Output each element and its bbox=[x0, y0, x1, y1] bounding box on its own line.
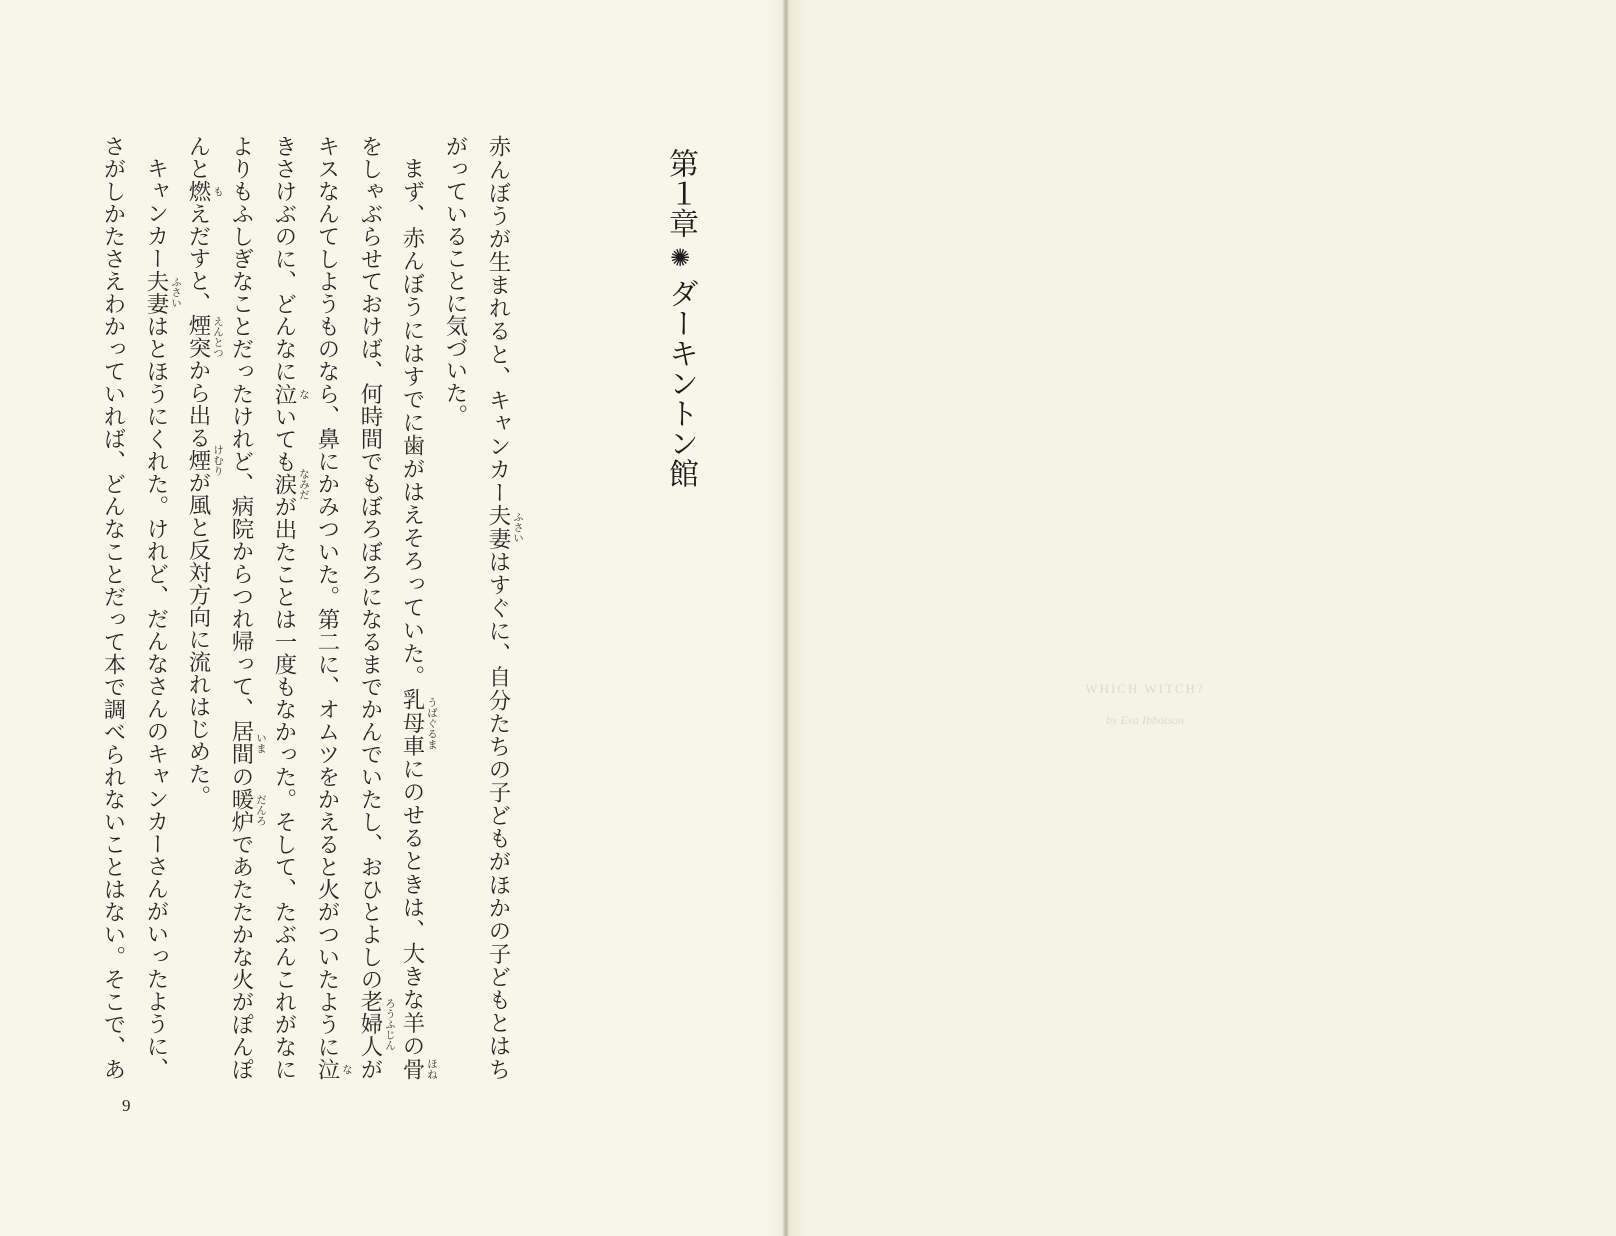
text-segment: キャンカー bbox=[143, 157, 169, 270]
ruby-base: 骨 bbox=[399, 1057, 425, 1081]
ruby-base: 夫妻 bbox=[143, 269, 169, 315]
text-segment: をしゃぶらせておけば、何時間でもぼろぼろになるまでかんでいたし、おひとよしの bbox=[357, 135, 383, 991]
text-column bbox=[356, 135, 396, 1081]
furigana: な bbox=[298, 388, 310, 400]
furigana: ふさい bbox=[512, 511, 524, 543]
text-segment: が出たことは一度もなかった。そして、たぶんこれがなに bbox=[271, 495, 297, 1081]
text-segment: 赤んぼうが生まれると、キャンカー bbox=[485, 135, 511, 505]
ruby-base: 煙 bbox=[185, 448, 211, 472]
furigana: ろうふじん bbox=[384, 997, 396, 1051]
ruby-base: 泣 bbox=[271, 382, 297, 406]
chapter-name: ダーキントン館 bbox=[663, 278, 698, 488]
text-segment: いても bbox=[271, 405, 297, 473]
text-column bbox=[398, 135, 438, 1081]
ruby-annotation bbox=[399, 688, 438, 758]
text-segment: であたたかな火がぽんぽ bbox=[228, 832, 254, 1081]
furigana: な bbox=[341, 1063, 353, 1075]
ruby-annotation bbox=[228, 787, 267, 833]
text-segment: きさけぶのに、どんなに bbox=[271, 135, 297, 383]
text-segment: キスなんてしようものなら、鼻にかみついた。第二に、オムツをかえると火がついたように bbox=[314, 135, 340, 1058]
page-number: 9 bbox=[122, 1096, 131, 1115]
ruby-annotation bbox=[357, 990, 396, 1058]
ruby-base: 涙 bbox=[271, 472, 297, 496]
text-column bbox=[227, 135, 267, 1081]
text-segment: えだすと、 bbox=[185, 202, 211, 315]
text-segment: がっていることに気づいた。 bbox=[442, 135, 468, 427]
ruby-annotation bbox=[399, 1057, 438, 1081]
text-segment: はすぐに、自分たちの子どもがほかの子どもとはち bbox=[485, 550, 511, 1080]
ruby-base: 夫妻 bbox=[485, 504, 511, 551]
ruby-annotation bbox=[485, 504, 524, 551]
ornament-icon: ✺ bbox=[666, 244, 694, 272]
ruby-annotation bbox=[271, 382, 310, 406]
chapter-number: 第１章 bbox=[663, 148, 698, 238]
furigana: も bbox=[212, 185, 224, 197]
show-through-author: by Eva Ibbotson bbox=[1106, 713, 1184, 727]
text-column bbox=[99, 135, 127, 1080]
book-gutter bbox=[766, 0, 806, 1236]
text-segment: の bbox=[228, 765, 254, 788]
furigana: けむり bbox=[212, 444, 224, 476]
ruby-annotation bbox=[271, 468, 310, 500]
text-segment: が bbox=[357, 1057, 383, 1081]
ruby-base: 乳母車 bbox=[399, 688, 425, 758]
ruby-annotation bbox=[185, 444, 224, 476]
ruby-base: 煙突 bbox=[185, 314, 211, 360]
text-column bbox=[484, 135, 524, 1080]
text-column bbox=[313, 135, 353, 1080]
ruby-base: 泣 bbox=[314, 1057, 340, 1080]
right-page bbox=[786, 0, 1616, 1236]
text-segment: さがしかたさえわかっていれば、どんなことだって本で調べられないことはない。そこで、あ bbox=[100, 135, 126, 1080]
ruby-annotation bbox=[185, 179, 224, 203]
furigana: ふさい bbox=[170, 276, 182, 309]
text-segment: んと bbox=[185, 135, 211, 180]
text-segment: から出る bbox=[185, 359, 211, 449]
ruby-base: 暖炉 bbox=[228, 787, 254, 833]
chapter-title bbox=[660, 148, 700, 493]
text-segment: が風と反対方向に流れはじめた。 bbox=[185, 471, 211, 808]
left-page bbox=[0, 0, 786, 1236]
text-segment: にのせるときは、大きな羊の bbox=[399, 757, 425, 1058]
furigana: いま bbox=[255, 732, 267, 754]
text-column bbox=[142, 135, 182, 1080]
ruby-annotation bbox=[185, 314, 224, 360]
furigana: えんとつ bbox=[212, 315, 224, 358]
furigana: うばぐるま bbox=[426, 696, 438, 750]
text-segment: よりもふしぎなことだったけれど、病院からつれ帰って、 bbox=[228, 135, 254, 721]
ruby-base: 居間 bbox=[228, 720, 254, 766]
ruby-base: 燃 bbox=[185, 179, 211, 203]
text-segment: まず、赤んぼうにはすでに歯がはえそろっていた。 bbox=[399, 157, 425, 689]
ruby-base: 老婦人 bbox=[357, 990, 383, 1058]
ruby-annotation bbox=[314, 1057, 353, 1080]
furigana: なみだ bbox=[298, 468, 310, 500]
furigana: だんろ bbox=[255, 794, 267, 826]
text-column bbox=[270, 135, 310, 1081]
text-column bbox=[441, 135, 469, 1080]
ruby-annotation bbox=[228, 720, 267, 766]
ruby-annotation bbox=[143, 269, 182, 315]
text-segment: はとほうにくれた。けれど、だんなさんのキャンカーさんがいったように、 bbox=[143, 314, 169, 1080]
show-through-title: WHICH WITCH? bbox=[1085, 681, 1205, 696]
furigana: ほね bbox=[426, 1058, 438, 1080]
text-column bbox=[184, 135, 224, 1080]
